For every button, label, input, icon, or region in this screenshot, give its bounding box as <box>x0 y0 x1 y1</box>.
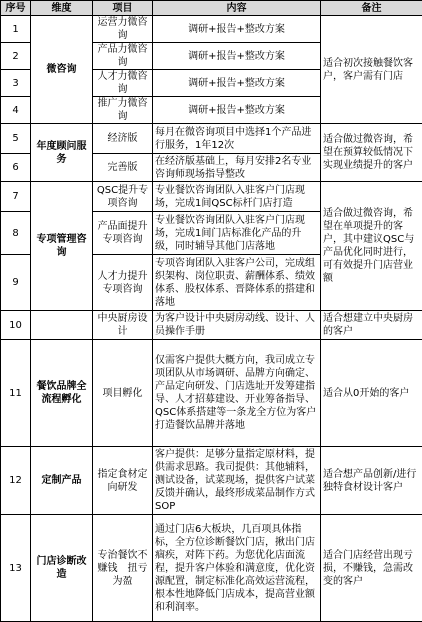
header-dimension: 维度 <box>31 1 93 16</box>
row-note: 适合做过微咨询，希望在预算较低情况下实现业绩提升的客户 <box>321 124 422 182</box>
row-dimension: 微咨询 <box>31 16 93 124</box>
row-content: 调研+报告+整改方案 <box>153 97 321 124</box>
row-item: 产品面提升专项咨询 <box>93 212 153 255</box>
row-dimension: 专项管理咨询 <box>31 182 93 311</box>
row-item: 人才力提升专项咨询 <box>93 255 153 311</box>
row-dimension: 年度顾问服务 <box>31 124 93 182</box>
table-row <box>1 515 422 622</box>
header-item: 项目 <box>93 1 153 16</box>
row-note: 适合门店经营出现亏损，不赚钱，急需改变的客户 <box>321 515 422 622</box>
row-item: 经济版 <box>93 124 153 154</box>
row-no: 7 <box>1 182 31 212</box>
row-item: 运营力微咨询 <box>93 16 153 43</box>
row-no: 2 <box>1 43 31 70</box>
row-content: 通过门店6大板块，几百项具体指标，全方位诊断餐饮门店，揪出门店痼疾，对阵下药。为您优化店面流程，提升客户体验和满意度，优化资源配置，制定标准化高效运营流程，根本性地降低门店成本，提高营业额和利润率。 <box>153 515 321 622</box>
row-no: 10 <box>1 311 31 340</box>
row-content: 调研+报告+整改方案 <box>153 16 321 43</box>
row-note: 适合做过微咨询，希望在单项提升的客户，其中建议QSC与产品优化同时进行，可有效提升门店营业额 <box>321 182 422 311</box>
row-no: 6 <box>1 154 31 182</box>
row-item: 推广力微咨询 <box>93 97 153 124</box>
table-row <box>1 311 422 340</box>
row-note: 适合想建立中央厨房的客户 <box>321 311 422 340</box>
table-row <box>1 16 422 43</box>
row-no: 4 <box>1 97 31 124</box>
row-note: 适合从0开始的客户 <box>321 340 422 447</box>
row-no: 1 <box>1 16 31 43</box>
row-no: 11 <box>1 340 31 447</box>
row-no: 9 <box>1 255 31 311</box>
table-row <box>1 124 422 154</box>
row-no: 13 <box>1 515 31 622</box>
row-content: 为客户设计中央厨房动线、设计、人员操作手册 <box>153 311 321 340</box>
row-content: 每月在微咨询项目中选择1个产品进行服务，1年12次 <box>153 124 321 154</box>
header-row <box>1 1 422 16</box>
row-no: 3 <box>1 70 31 97</box>
row-content: 在经济版基础上，每月安排2名专业咨询师现场指导整改 <box>153 154 321 182</box>
row-content: 仅需客户提供大概方向，我司成立专项团队从市场调研、品牌方向确定、产品定向研发、门店选址开发筹建指导、人才招募建设、开业筹备指导、QSC体系搭建等一条龙全方位为客户打造餐饮品牌并落地 <box>153 340 321 447</box>
row-content: 专业餐饮咨询团队入驻客户门店现场，完成1间QSC标杆门店打造 <box>153 182 321 212</box>
row-dimension: 门店诊断改造 <box>31 515 93 622</box>
row-no: 5 <box>1 124 31 154</box>
row-content: 调研+报告+整改方案 <box>153 43 321 70</box>
row-content: 专业餐饮咨询团队入驻客户门店现场，完成1间门店标准化产品的升级，同时辅导其他门店落地 <box>153 212 321 255</box>
row-item: QSC提升专项咨询 <box>93 182 153 212</box>
row-item: 中央厨房设计 <box>93 311 153 340</box>
table-row <box>1 182 422 212</box>
row-item: 产品力微咨询 <box>93 43 153 70</box>
row-item: 专治餐饮不赚钱 扭亏为盈 <box>93 515 153 622</box>
table-row <box>1 340 422 447</box>
header-content: 内容 <box>153 1 321 16</box>
row-item: 完善版 <box>93 154 153 182</box>
row-content: 调研+报告+整改方案 <box>153 70 321 97</box>
row-no: 12 <box>1 447 31 515</box>
row-dimension: 餐饮品牌全流程孵化 <box>31 340 93 447</box>
header-note: 备注 <box>321 1 422 16</box>
row-item: 指定食材定向研发 <box>93 447 153 515</box>
row-no: 8 <box>1 212 31 255</box>
row-content: 客户提供：足够分量指定原材料，提供需求思路。我司提供：其他辅料，测试设备，试菜现场，提供客户试菜反馈并确认，最终形成菜品制作方式SOP <box>153 447 321 515</box>
row-dimension: 定制产品 <box>31 447 93 515</box>
table-row <box>1 447 422 515</box>
row-dimension <box>31 311 93 340</box>
row-note: 适合想产品创新/进行独特食材设计客户 <box>321 447 422 515</box>
row-content: 专项咨询团队入驻客户公司，完成组织架构、岗位职责、薪酬体系、绩效体系、股权体系、晋降体系的搭建和落地 <box>153 255 321 311</box>
row-note: 适合初次接触餐饮客户，客户需有门店 <box>321 16 422 124</box>
row-item: 项目孵化 <box>93 340 153 447</box>
header-no: 序号 <box>1 1 31 16</box>
row-item: 人才力微咨询 <box>93 70 153 97</box>
